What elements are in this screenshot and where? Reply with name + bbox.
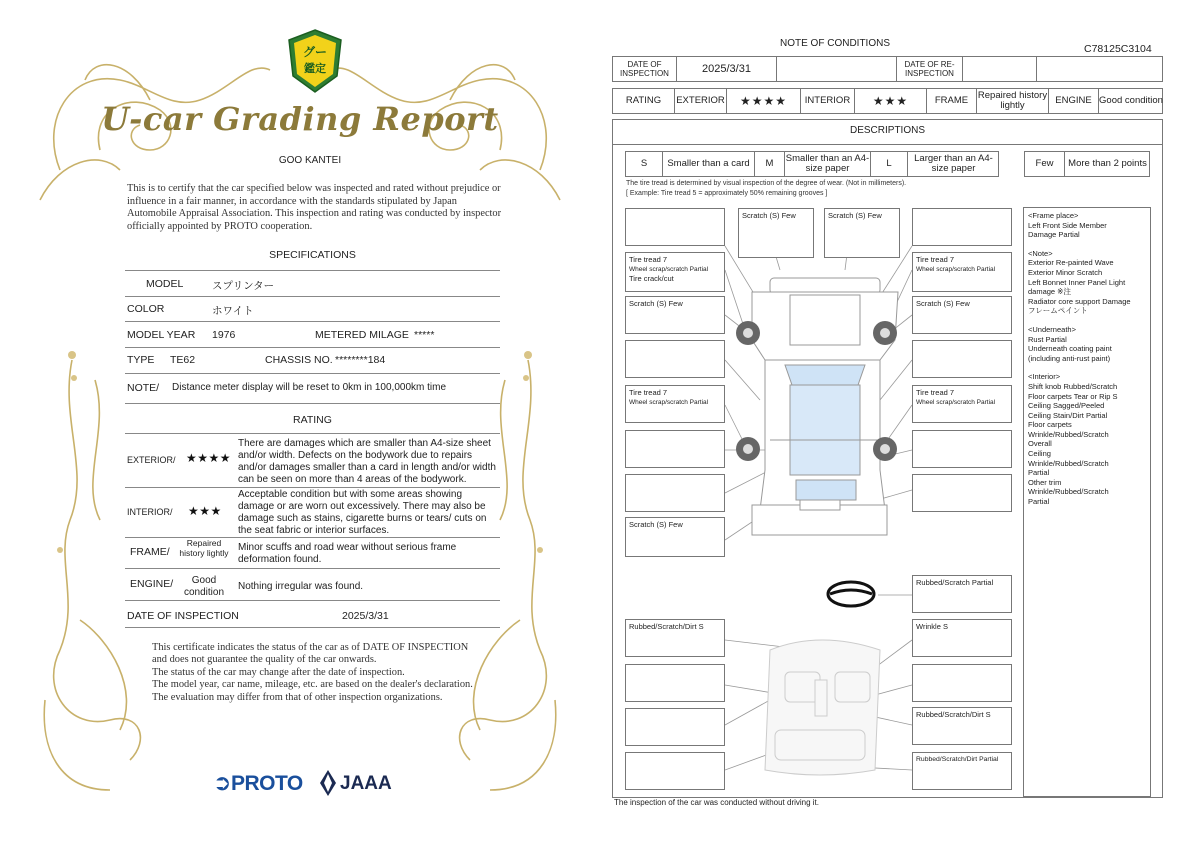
divider (125, 487, 500, 488)
date-row (612, 56, 1163, 82)
proto-logo: ➲PROTO (213, 770, 303, 795)
legend-m: M (755, 152, 785, 176)
date-of-inspection-value: 2025/3/31 (677, 57, 777, 81)
model-year-label: MODEL YEAR (127, 329, 196, 341)
interior-tag: Rubbed/Scratch/Dirt S (912, 707, 1012, 745)
certificate-footer: This certificate indicates the status of the car as of DATE OF INSPECTION and does not guarantee the quality of the car onwards. The status of the car may change after the date of inspection. The model year, car name, mileage, etc. are based on the dealer's declaration. The evaluation may differ from that of other inspection organizations. (152, 642, 473, 703)
note-value: Distance meter display will be reset to 0km in 100,000km time (172, 382, 447, 393)
certificate-subtitle: GOO KANTEI (278, 155, 342, 166)
note-box (625, 664, 725, 702)
jaaa-mark-icon (318, 768, 338, 798)
metered-milage-value: ***** (414, 329, 435, 341)
note-box (912, 430, 1012, 468)
steering-tag: Rubbed/Scratch Partial (912, 575, 1012, 613)
engine-label: ENGINE/ (130, 578, 174, 590)
jaaa-logo: JAAA (318, 768, 398, 798)
model-label: MODEL (146, 278, 184, 290)
note-box (625, 208, 725, 246)
interior-stars: ★★★ (188, 504, 222, 518)
engine-label: ENGINE (1049, 89, 1099, 113)
divider (125, 321, 500, 322)
scratch-tag: Scratch (S) Few (824, 208, 900, 258)
type-label: TYPE (127, 354, 155, 366)
divider (125, 270, 500, 271)
legend-l: L (871, 152, 908, 176)
scratch-tag: Scratch (S) Few (625, 517, 725, 557)
rating-row (612, 88, 1163, 114)
legend-s-desc: Smaller than a card (663, 152, 755, 176)
chassis-value: ********184 (335, 354, 386, 366)
interior-view (765, 640, 880, 775)
empty-cell (1037, 57, 1163, 81)
note-box (912, 474, 1012, 512)
divider (125, 373, 500, 374)
exterior-stars: ★★★★ (186, 451, 232, 465)
interior-tag: Rubbed/Scratch/Dirt S (625, 619, 725, 657)
engine-description: Nothing irregular was found. (238, 581, 364, 592)
conditions-footer: The inspection of the car was conducted without driving it. (614, 798, 819, 807)
model-year-value: 1976 (212, 329, 236, 341)
note-box (912, 340, 1012, 378)
interior-note: <Interior> Shift knob Rubbed/Scratch Floor carpets Tear or Rip S Ceiling Sagged/Peeled Ceiling Stain/Dirt Partial Floor carpets Wrinkle/Rubbed/Scratch Overall Ceiling Wrinkle/Rubbed/Scratch Partial Other trim Wrinkle/Rubbed/Scratch Partial (1028, 372, 1118, 507)
divider (125, 347, 500, 348)
scratch-tag: Scratch (S) Few (738, 208, 814, 258)
interior-tag: Wrinkle S (912, 619, 1012, 657)
descriptions-title: DESCRIPTIONS (849, 125, 925, 136)
legend-few: Few (1025, 152, 1065, 176)
model-value: スプリンター (212, 280, 275, 292)
goo-kantei-badge-icon (286, 28, 344, 94)
tire-front-right-tag: Tire tread 7 Wheel scrap/scratch Partial (912, 252, 1012, 292)
note-label: NOTE/ (127, 382, 160, 394)
color-label: COLOR (127, 303, 165, 315)
rating-title: RATING (293, 414, 332, 426)
underneath-note: <Underneath> Rust Partial Underneath coating paint (including anti-rust paint) (1028, 324, 1112, 363)
divider (125, 433, 500, 434)
specifications-title: SPECIFICATIONS (269, 249, 356, 261)
legend-s: S (626, 152, 663, 176)
frame-label: FRAME/ (130, 546, 170, 558)
note-box (625, 752, 725, 790)
notes-panel (1023, 207, 1151, 797)
steering-wheel-icon (828, 582, 874, 606)
exterior-stars: ★★★★ (727, 89, 801, 113)
legend-l-desc: Larger than an A4-size paper (914, 152, 993, 174)
chassis-label: CHASSIS NO. (265, 354, 333, 366)
interior-description: Acceptable condition but with some areas showing damage or are worn out excessively. There may also be damage such as stains, cigarette burns or tears/ cuts on the seat fabric or interior surfaces. (238, 489, 487, 536)
few-legend (1024, 151, 1150, 177)
divider (125, 568, 500, 569)
frame-grade: Repaired history lightly (179, 538, 229, 558)
empty-cell (777, 57, 897, 81)
frame-place-note: <Frame place> Left Front Side Member Damage Partial (1028, 211, 1107, 240)
car-top-view (752, 278, 898, 535)
certificate-intro: This is to certify that the car specified below was inspected and rated without prejudice or influence in a fair manner, in accordance with the standards stipulated by Japan Automobile Appraisal Association. This inspection and rating was conducted by inspector officially appointed by PROTO cooperation. (127, 183, 502, 232)
tire-example: [ Example: Tire tread 5 = approximately 50% remaining grooves ] (626, 190, 828, 197)
conditions-title: NOTE OF CONDITIONS (780, 38, 890, 49)
note-box (625, 340, 725, 378)
note-box (625, 474, 725, 512)
legend-few-desc: More than 2 points (1068, 157, 1147, 169)
re-inspection-value (963, 57, 1037, 81)
certificate-title: U-car Grading Report (101, 100, 499, 138)
divider (125, 403, 500, 404)
engine-value: Good condition (1099, 94, 1163, 106)
exterior-description: There are damages which are smaller than A4-size sheet and/or width. Defects on the bodywork due to repairs and/or damages smaller than a card in length and/or width can be seen on more than 4 areas of the bodywork. (238, 438, 496, 485)
conditions-code: C78125C3104 (1084, 43, 1152, 55)
tire-rear-right-tag: Tire tread 7 Wheel scrap/scratch Partial (912, 385, 1012, 423)
note-box (625, 708, 725, 746)
date-of-inspection-label: DATE OF INSPECTION (613, 57, 677, 81)
divider (125, 627, 500, 628)
size-legend (625, 151, 999, 177)
svg-text:鑑定: 鑑定 (304, 63, 326, 75)
legend-m-desc: Smaller than an A4-size paper (785, 152, 870, 174)
frame-description: Minor scuffs and road wear without serious frame deformation found. (238, 542, 457, 565)
general-note: <Note> Exterior Re-painted Wave Exterior Minor Scratch Left Bonnet Inner Panel Light damage ※注 Radiator core support Damage フレームペイント (1028, 248, 1131, 316)
tire-note: The tire tread is determined by visual inspection of the degree of wear. (Not in millimeters). (626, 180, 907, 187)
type-value: TE62 (170, 354, 196, 366)
divider (125, 600, 500, 601)
inspection-date-value: 2025/3/31 (342, 610, 389, 622)
frame-label: FRAME (927, 89, 977, 113)
scratch-tag: Scratch (S) Few (912, 296, 1012, 334)
interior-label: INTERIOR/ (127, 507, 173, 517)
note-box (912, 208, 1012, 246)
tire-front-left-tag: Tire tread 7 Wheel scrap/scratch Partial Tire crack/cut (625, 252, 725, 292)
divider (613, 144, 1162, 145)
svg-text:グー: グー (302, 45, 328, 59)
metered-milage-label: METERED MILAGE (315, 329, 409, 341)
divider (125, 296, 500, 297)
rating-label: RATING (613, 89, 675, 113)
frame-value: Repaired history lightly (977, 89, 1048, 111)
inspection-date-label: DATE OF INSPECTION (127, 610, 239, 622)
note-box (912, 664, 1012, 702)
engine-grade: Good condition (183, 575, 225, 598)
interior-label: INTERIOR (801, 89, 855, 113)
color-value: ホワイト (212, 305, 254, 317)
exterior-label: EXTERIOR/ (127, 455, 176, 465)
scratch-tag: Scratch (S) Few (625, 296, 725, 334)
re-inspection-label: DATE OF RE-INSPECTION (897, 57, 963, 81)
interior-tag: Rubbed/Scratch/Dirt Partial (912, 752, 1012, 790)
tire-rear-left-tag: Tire tread 7 Wheel scrap/scratch Partial (625, 385, 725, 423)
exterior-label: EXTERIOR (675, 89, 727, 113)
note-box (625, 430, 725, 468)
interior-stars: ★★★ (855, 89, 927, 113)
